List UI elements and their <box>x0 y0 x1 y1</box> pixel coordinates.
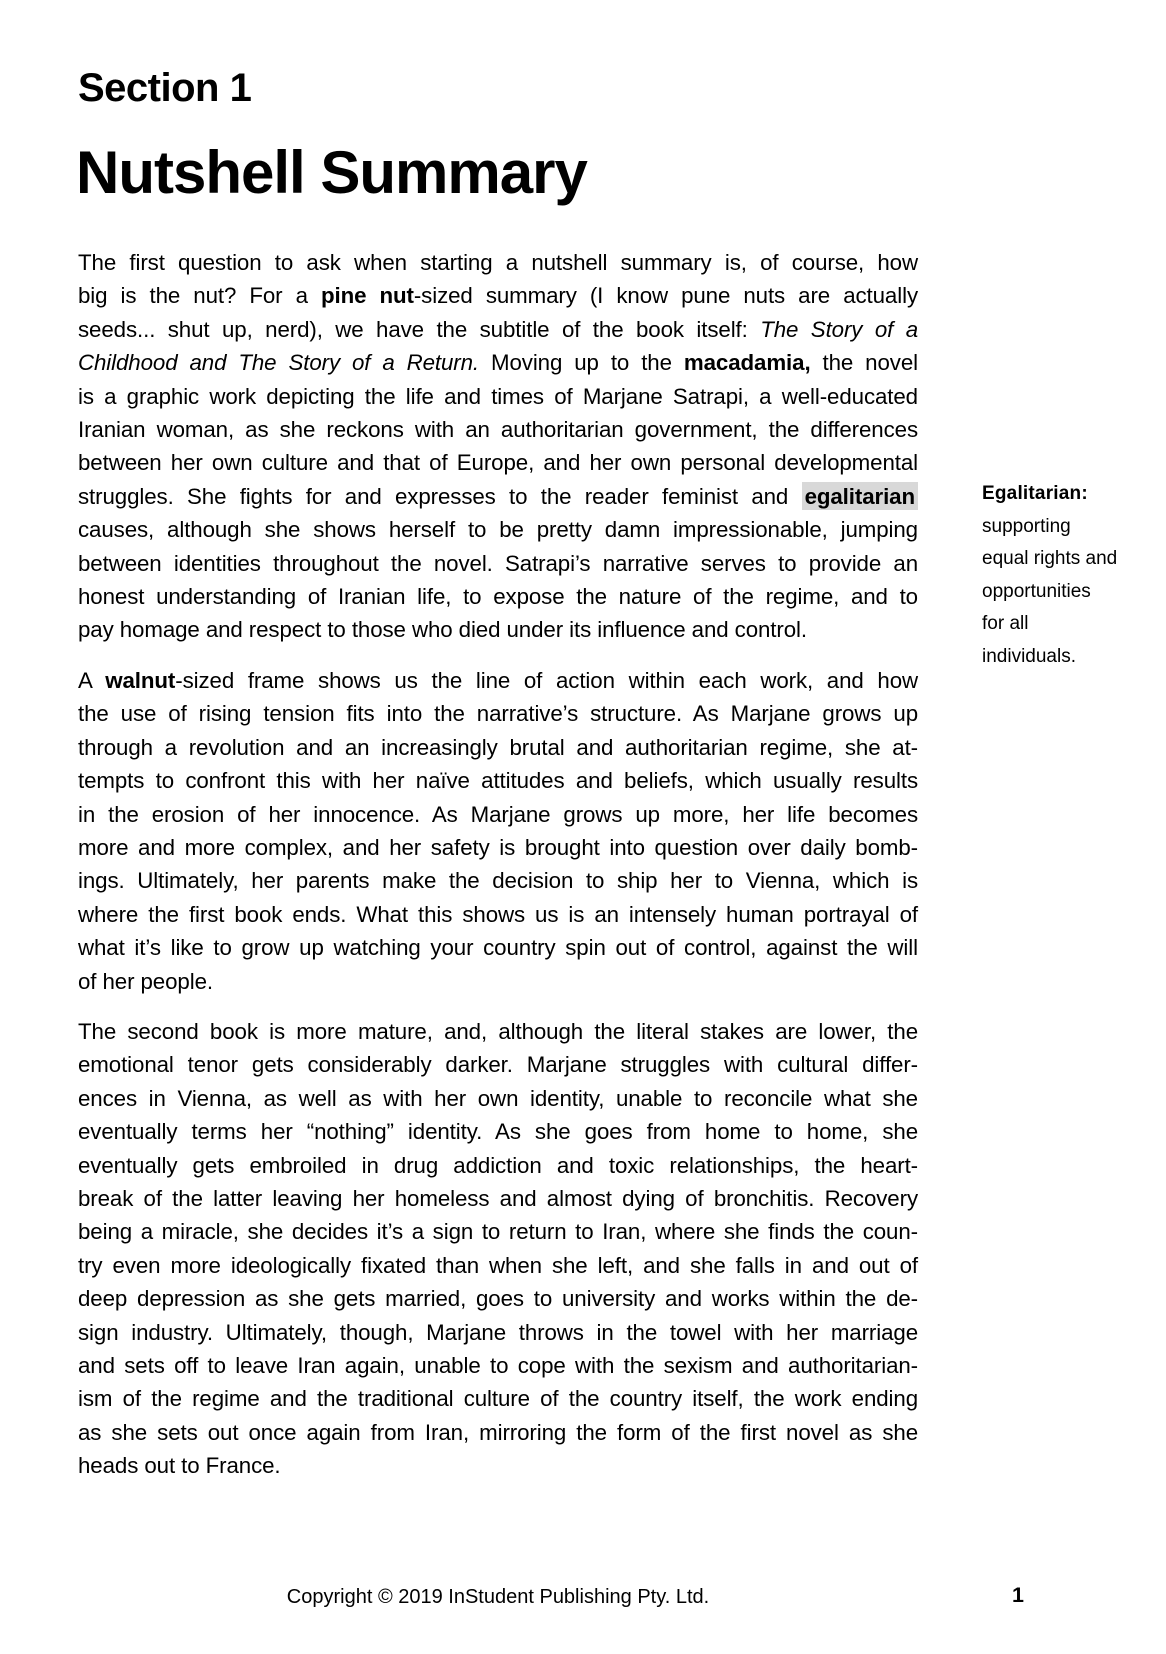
text-segment: being a miracle, she decides it’s a sign to return to Iran, where she finds the coun- <box>78 1219 918 1245</box>
text-segment: deep depression as she gets married, goes to university and works within the de- <box>78 1286 918 1312</box>
margin-note-line: individuals. <box>982 645 1076 667</box>
body-line <box>78 1015 918 1048</box>
paragraph <box>78 664 918 998</box>
body-line <box>78 346 918 379</box>
body-line <box>78 446 918 479</box>
body-line <box>78 864 918 897</box>
body-line <box>78 279 918 312</box>
text-segment: The first question to ask when starting a nutshell summary is, of course, how <box>78 250 918 275</box>
body-line <box>78 480 918 513</box>
body-line <box>78 1215 918 1248</box>
body-line <box>78 1115 918 1148</box>
body-line <box>78 580 918 613</box>
body-line <box>78 246 918 279</box>
text-segment: what it’s like to grow up watching your country spin out of control, against the will <box>78 935 918 961</box>
text-segment: of her people. <box>78 968 213 994</box>
text-segment: the use of rising tension fits into the narrative’s structure. As Marjane grows up <box>78 701 918 727</box>
text-segment: between her own culture and that of Europe, and her own personal developmental <box>78 450 918 476</box>
text-segment: more and more complex, and her safety is brought into question over daily bomb- <box>78 834 918 860</box>
body-line <box>78 965 918 998</box>
text-segment: try even more ideologically fixated than when she left, and she falls in and out of <box>78 1252 918 1278</box>
text-segment: Moving up to the <box>479 350 684 376</box>
text-segment: ism of the regime and the traditional culture of the country itself, the work ending <box>78 1386 918 1412</box>
body-line <box>78 1048 918 1081</box>
text-segment: in the erosion of her innocence. As Marjane grows up more, her life becomes <box>78 801 918 827</box>
body-line <box>78 1182 918 1215</box>
text-segment: heads out to France. <box>78 1453 281 1479</box>
text-segment: where the first book ends. What this shows us is an intensely human portrayal of <box>78 901 918 927</box>
body-line <box>78 697 918 730</box>
body-line <box>78 1382 918 1415</box>
text-segment: pay homage and respect to those who died under its influence and control. <box>78 617 807 643</box>
margin-note-line: opportunities <box>982 580 1091 602</box>
text-segment: Iranian woman, as she reckons with an authoritarian government, the differences <box>78 417 918 443</box>
page-title: Nutshell Summary <box>76 139 587 206</box>
margin-note-line: equal rights and <box>982 548 1118 569</box>
margin-note-line: for all <box>982 613 1029 634</box>
body-line <box>78 1449 918 1482</box>
text-segment: sign industry. Ultimately, though, Marjane throws in the towel with her marriage <box>78 1319 918 1345</box>
body-line <box>78 613 918 646</box>
text-segment: through a revolution and an increasingly brutal and authoritarian regime, she at- <box>78 734 918 760</box>
text-segment: struggles. She fights for and expresses to the reader feminist and <box>78 483 802 509</box>
body-line <box>78 931 918 964</box>
body-line <box>78 764 918 797</box>
paragraph <box>78 1015 918 1483</box>
text-segment: emotional tenor gets considerably darker. Marjane struggles with cultural differ- <box>78 1052 918 1078</box>
text-segment: break of the latter leaving her homeless and almost dying of bronchitis. Recovery <box>78 1185 918 1211</box>
text-segment: The Story of a <box>760 316 918 342</box>
body-line <box>78 898 918 931</box>
text-segment: the novel <box>810 350 918 376</box>
text-segment: between identities throughout the novel. Satrapi’s narrative serves to provide an <box>78 550 918 576</box>
text-segment: as she sets out once again from Iran, mirroring the form of the first novel as she <box>78 1419 918 1445</box>
text-segment: causes, although she shows herself to be pretty damn impressionable, jumping <box>78 517 918 543</box>
text-segment: seeds... shut up, nerd), we have the subtitle of the book itself: <box>78 316 761 342</box>
text-segment: walnut <box>105 667 176 693</box>
body-line <box>78 413 918 446</box>
text-segment: ences in Vienna, as well as with her own identity, unable to reconcile what she <box>78 1085 918 1111</box>
body-line <box>78 1349 918 1382</box>
body-text <box>78 246 918 1500</box>
body-line <box>78 831 918 864</box>
text-segment: is a graphic work depicting the life and times of Marjane Satrapi, a well-educated <box>78 383 918 409</box>
page-number: 1 <box>1012 1583 1024 1607</box>
margin-note <box>982 478 1154 673</box>
highlighted-term: egalitarian <box>802 482 918 510</box>
body-line <box>78 1416 918 1449</box>
paragraph <box>78 246 918 647</box>
text-segment: eventually gets embroiled in drug addiction and toxic relationships, the heart- <box>78 1152 918 1178</box>
text-segment: honest understanding of Iranian life, to expose the nature of the regime, and to <box>78 584 918 610</box>
text-segment: eventually terms her “nothing” identity. As she goes from home to home, she <box>78 1119 918 1145</box>
footer-copyright: Copyright © 2019 InStudent Publishing Pty. Ltd. <box>286 1586 710 1608</box>
body-line <box>78 313 918 346</box>
body-line <box>78 731 918 764</box>
section-label: Section 1 <box>78 66 252 110</box>
margin-note-term: Egalitarian: <box>982 483 1088 504</box>
body-line <box>78 513 918 546</box>
text-segment: A <box>78 667 106 693</box>
text-segment: -sized summary (I know pune nuts are actually <box>413 283 918 309</box>
text-segment: macadamia, <box>683 350 811 376</box>
body-line <box>78 1149 918 1182</box>
text-segment: ings. Ultimately, her parents make the decision to ship her to Vienna, which is <box>78 868 918 894</box>
body-line <box>78 1082 918 1115</box>
text-segment: and sets off to leave Iran again, unable to cope with the sexism and authoritarian- <box>78 1353 918 1378</box>
body-line <box>78 1282 918 1315</box>
body-line <box>78 1249 918 1282</box>
body-line <box>78 1316 918 1349</box>
body-line <box>78 798 918 831</box>
text-segment: tempts to confront this with her naïve attitudes and beliefs, which usually results <box>78 768 918 794</box>
body-line <box>78 547 918 580</box>
text-segment: The second book is more mature, and, although the literal stakes are lower, the <box>78 1018 918 1044</box>
text-segment: pine nut <box>320 283 414 309</box>
text-segment: Childhood and The Story of a Return. <box>78 350 480 376</box>
body-line <box>78 664 918 697</box>
margin-note-definition <box>982 511 1154 674</box>
margin-note-line: supporting <box>982 515 1071 537</box>
text-segment: big is the nut? For a <box>78 283 321 309</box>
text-segment: -sized frame shows us the line of action within each work, and how <box>175 667 918 693</box>
body-line <box>78 380 918 413</box>
